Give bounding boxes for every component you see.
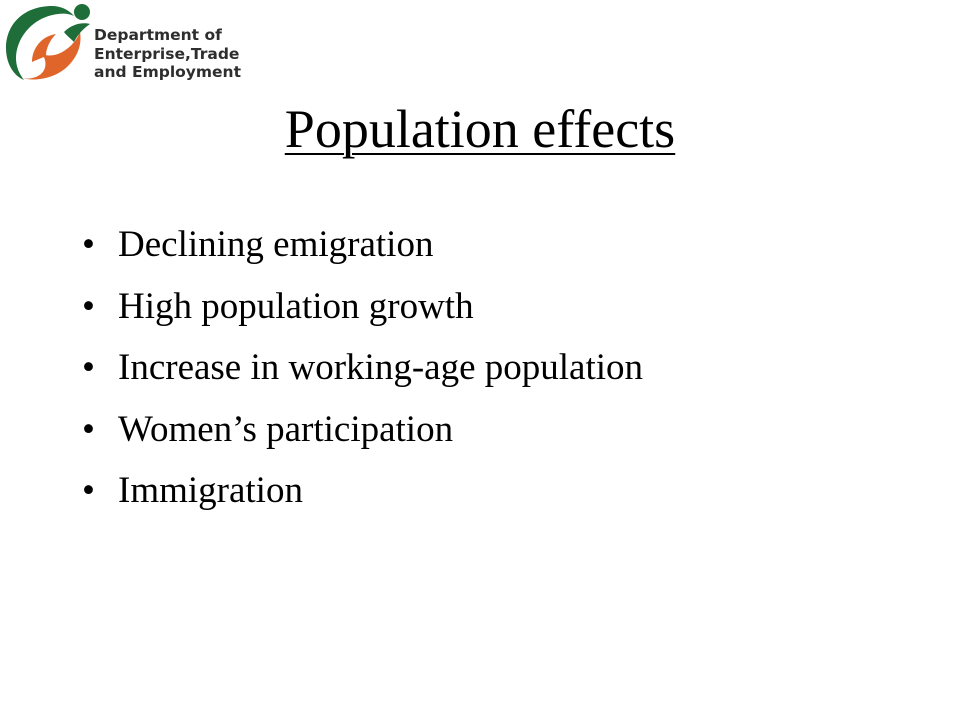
bullet-dot: •	[82, 285, 95, 327]
bullet-text: High population growth	[118, 285, 474, 327]
department-emblem-icon	[2, 2, 98, 84]
logo-text	[94, 26, 241, 82]
bullet-dot: •	[82, 224, 95, 265]
bullet-text: Increase in working-age population	[118, 347, 644, 388]
slide-title-text: Population effects	[284, 99, 676, 159]
bullet-item	[82, 337, 643, 399]
logo-text-line-2: Enterprise,Trade	[94, 44, 240, 63]
bullet-item	[82, 460, 643, 522]
logo-text-line-3: and Employment	[94, 63, 241, 81]
bullet-item	[82, 214, 643, 276]
bullet-dot: •	[82, 347, 95, 388]
logo-text-line-1: Department of	[94, 26, 222, 44]
bullet-text: Immigration	[118, 470, 303, 511]
bullet-item	[82, 276, 643, 338]
department-logo	[2, 2, 272, 84]
bullet-dot: •	[82, 470, 95, 511]
bullet-list	[82, 214, 643, 522]
bullet-item	[82, 399, 643, 461]
bullet-dot: •	[82, 408, 95, 450]
slide-title	[0, 94, 960, 164]
bullet-text: Women’s participation	[118, 408, 454, 450]
bullet-text: Declining emigration	[118, 224, 434, 265]
